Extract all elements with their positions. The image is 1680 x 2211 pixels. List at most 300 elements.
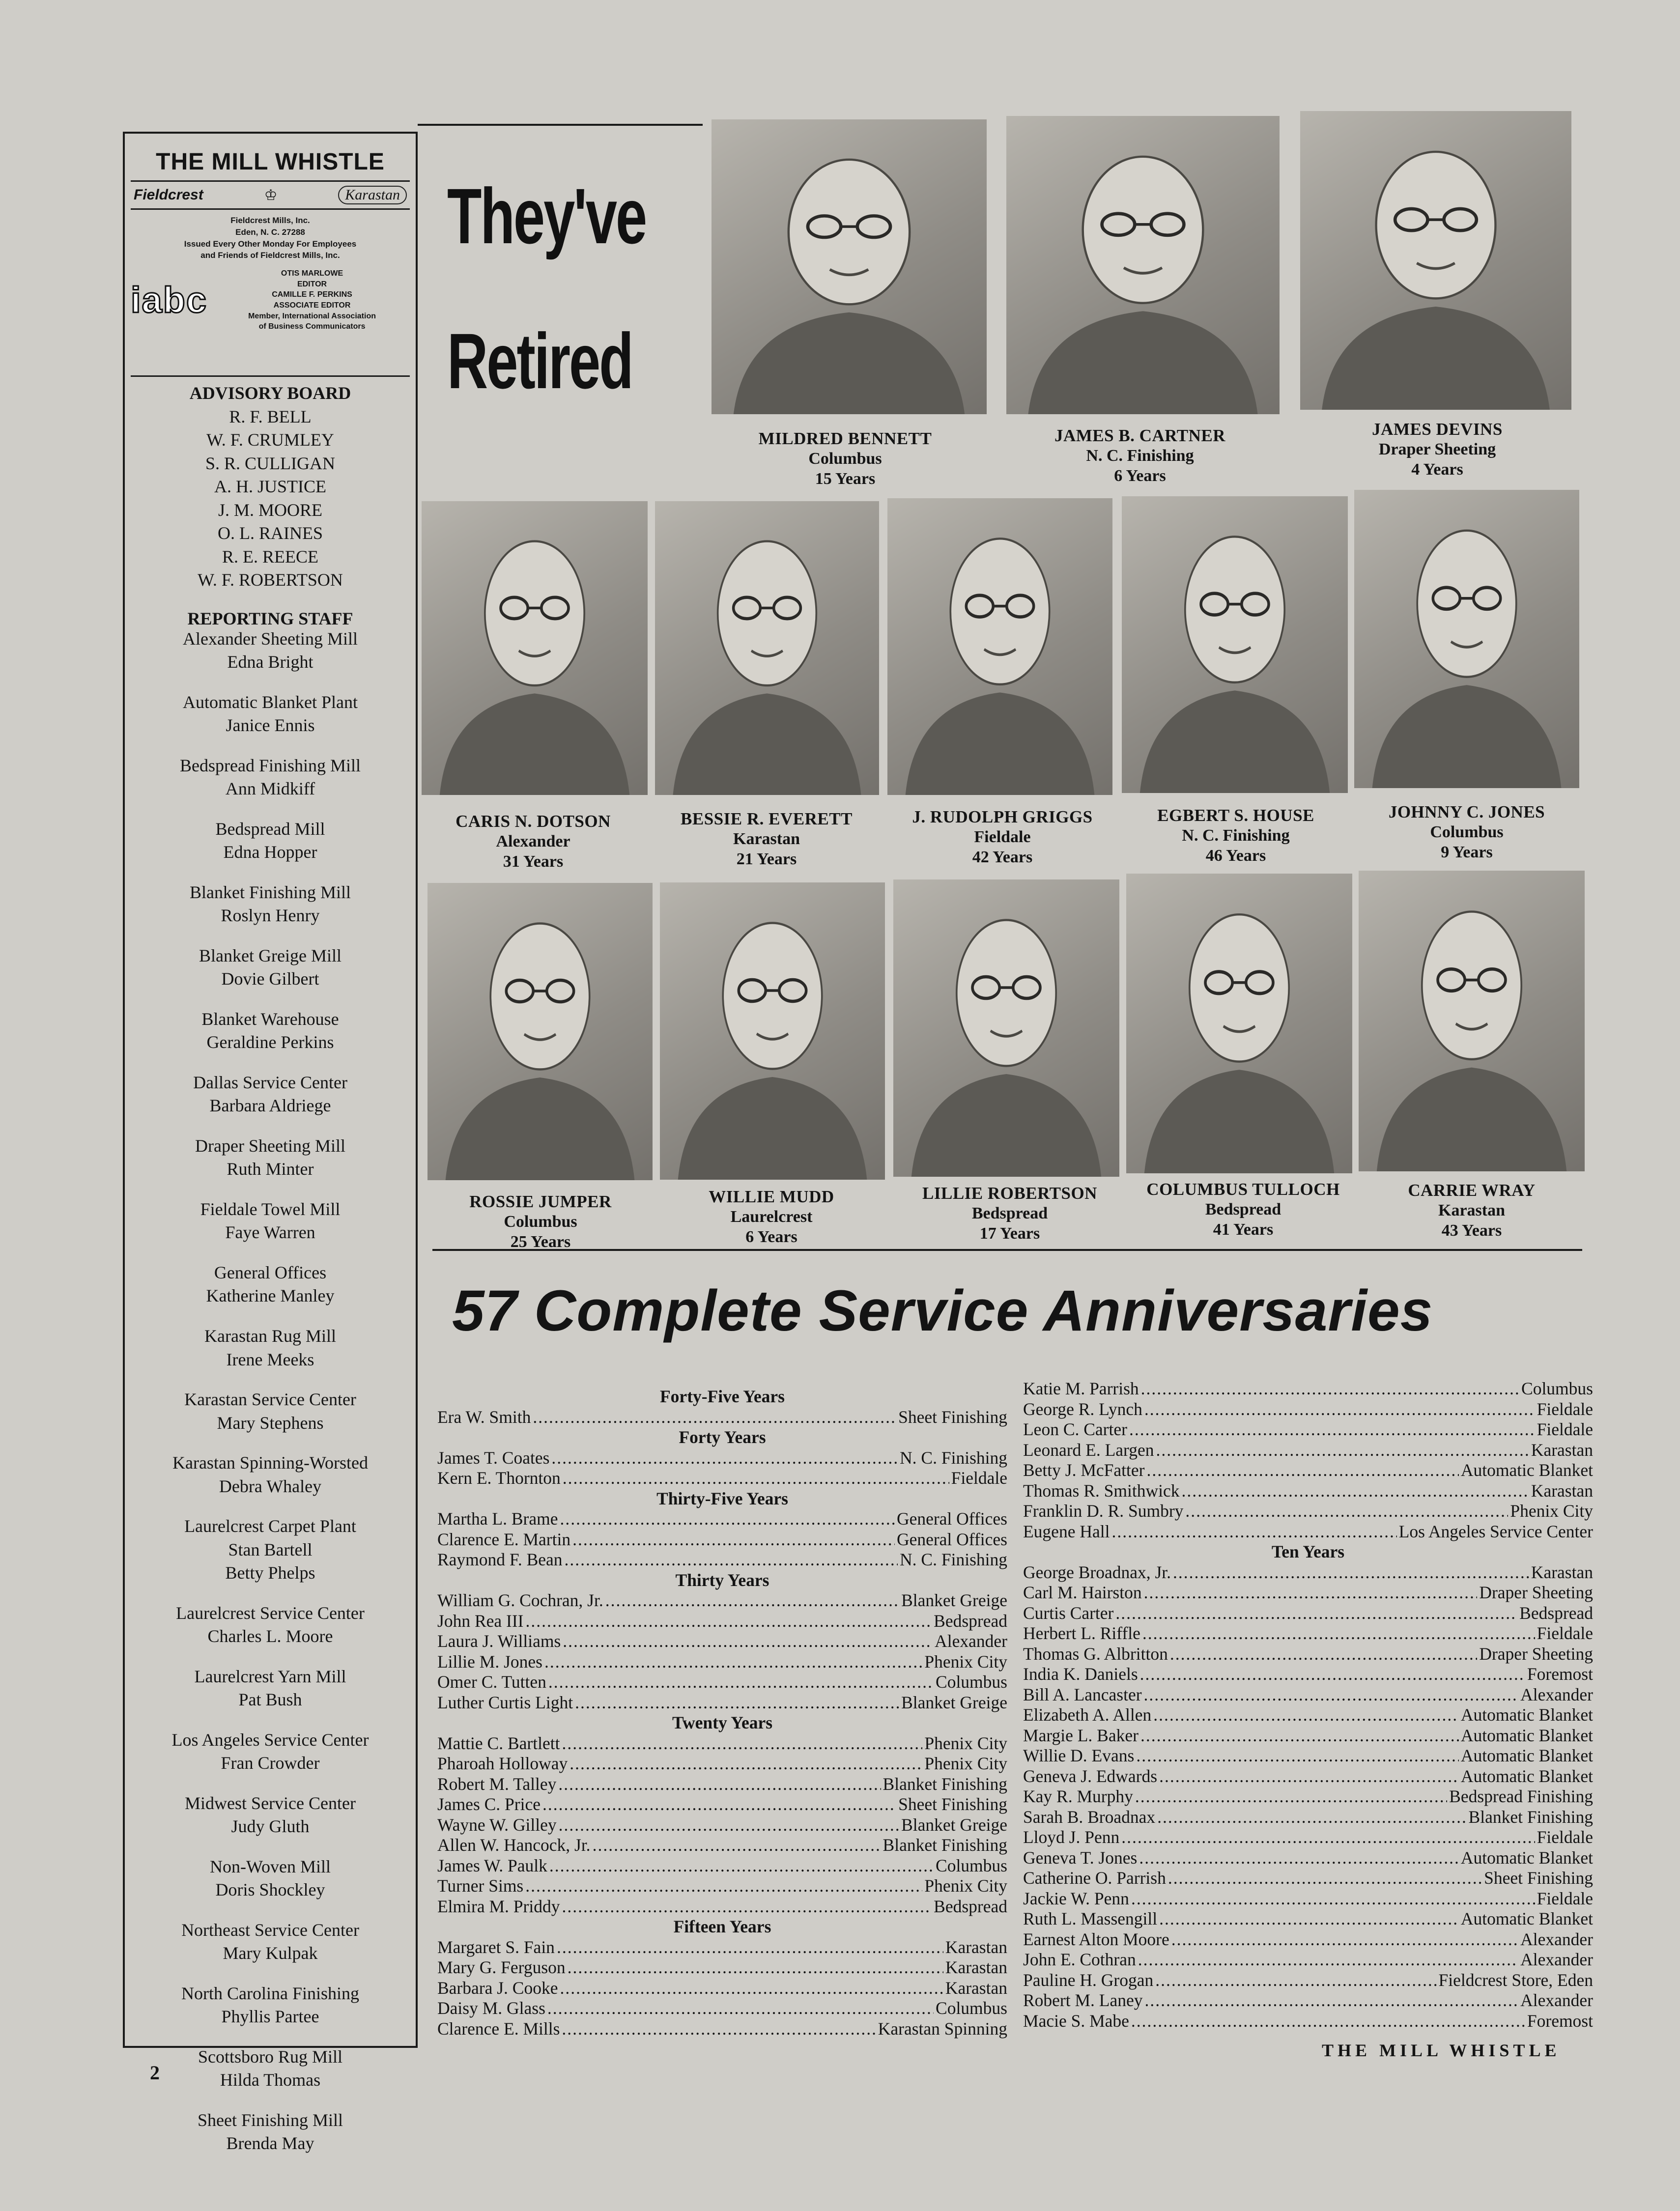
anniversary-place: Karastan: [945, 1937, 1007, 1957]
anniversary-name: Thomas R. Smithwick: [1023, 1480, 1180, 1501]
anniversary-name: Raymond F. Bean: [437, 1550, 563, 1569]
publisher-info: Fieldcrest Mills, Inc. Eden, N. C. 27288 Issued Every Other Monday For Employees and Friends of Fieldcrest Mills, Inc.: [184, 216, 357, 260]
staff-reporter: Fran Crowder: [221, 1753, 320, 1773]
staff-unit: Non-Woven Mill: [209, 1856, 331, 1876]
anniversary-place: Columbus: [936, 1855, 1007, 1875]
anniversary-name: Leon C. Carter: [1023, 1419, 1127, 1439]
retiree-unit: Columbus: [1430, 823, 1504, 841]
leader-dots: [1185, 1501, 1508, 1522]
advisory-member: S. R. CULLIGAN: [205, 453, 335, 473]
anniversary-place: Karastan: [1531, 1440, 1593, 1460]
anniversary-place: Karastan: [945, 1978, 1007, 1998]
retiree-portrait: [1006, 116, 1280, 414]
anniversary-name: George R. Lynch: [1023, 1399, 1142, 1419]
anniversary-row: [1023, 1623, 1593, 1644]
leader-dots: [548, 1672, 934, 1693]
leader-dots: [562, 2019, 876, 2040]
anniversary-place: Columbus: [936, 1998, 1007, 2018]
staff-entry: [125, 1792, 416, 1839]
retiree-unit: N. C. Finishing: [1086, 447, 1194, 465]
anniversary-place: Karastan Spinning: [878, 2018, 1007, 2039]
retiree-years: 42 Years: [972, 848, 1033, 866]
retiree-unit: N. C. Finishing: [1182, 826, 1290, 845]
leader-dots: [563, 1631, 933, 1652]
staff-entry: [125, 1198, 416, 1245]
portrait-silhouette: [1300, 111, 1571, 410]
anniversary-row: [437, 1835, 1007, 1856]
leader-dots: [1121, 1827, 1535, 1848]
anniversary-place: General Offices: [896, 1509, 1007, 1529]
retiree-unit: Columbus: [808, 450, 882, 468]
leader-dots: [593, 1835, 881, 1856]
retiree-years: 41 Years: [1213, 1220, 1274, 1239]
retiree-name: LILLIE ROBERTSON: [922, 1184, 1097, 1203]
portrait-silhouette: [660, 882, 885, 1180]
headline-rule: [418, 124, 703, 126]
staff-reporter: Stan Bartell: [228, 1539, 313, 1559]
anniversary-place: Columbus: [1521, 1379, 1593, 1398]
staff-unit: Blanket Warehouse: [201, 1009, 339, 1029]
retiree-unit: Karastan: [1438, 1201, 1505, 1219]
anniversary-name: Margie L. Baker: [1023, 1725, 1139, 1745]
staff-entry: [125, 1729, 416, 1775]
anniversary-row: [1023, 1583, 1593, 1603]
staff-entry: [125, 818, 416, 864]
staff-unit: Blanket Greige Mill: [199, 945, 342, 965]
anniversary-place: Automatic Blanket: [1460, 1766, 1593, 1786]
anniversary-name: Franklin D. R. Sumbry: [1023, 1501, 1184, 1521]
retiree-unit: Karastan: [733, 830, 800, 848]
anniversary-name: William G. Cochran, Jr.: [437, 1590, 603, 1610]
anniversary-name: James C. Price: [437, 1794, 541, 1814]
staff-entry: [125, 627, 416, 674]
retiree-unit: Fieldale: [974, 828, 1031, 846]
anniversary-name: Lloyd J. Penn: [1023, 1827, 1120, 1847]
anniversary-name: Kern E. Thornton: [437, 1468, 561, 1488]
staff-entry: [125, 1071, 416, 1118]
anniversary-place: Draper Sheeting: [1479, 1644, 1593, 1664]
leader-dots: [1145, 1990, 1519, 2011]
leader-dots: [542, 1794, 896, 1815]
publication-title: THE MILL WHISTLE: [156, 149, 385, 175]
anniversary-place: Automatic Blanket: [1460, 1847, 1593, 1868]
leader-dots: [1153, 1705, 1459, 1726]
anniversary-row: [1023, 1889, 1593, 1909]
leader-dots: [1144, 1399, 1535, 1420]
anniversary-row: [437, 1876, 1007, 1897]
retiree-portrait: [887, 498, 1112, 795]
anniversary-heading: Ten Years: [1271, 1542, 1345, 1561]
anniversary-place: Blanket Greige: [901, 1692, 1007, 1712]
anniversary-place: Draper Sheeting: [1479, 1583, 1593, 1602]
retiree-portrait: [1122, 496, 1348, 793]
anniversary-name: Clarence E. Mills: [437, 2018, 560, 2039]
anniversary-place: Bedspread: [1519, 1603, 1593, 1623]
staff-reporter: Janice Ennis: [226, 715, 315, 736]
staff-reporter: Ruth Minter: [227, 1159, 314, 1179]
anniversary-row: [437, 1978, 1007, 1999]
footer-title: THE MILL WHISTLE: [1322, 2041, 1561, 2060]
leader-dots: [1115, 1603, 1517, 1624]
staff-unit: Karastan Service Center: [184, 1389, 356, 1410]
anniversary-row: [1023, 1726, 1593, 1746]
leader-dots: [557, 1937, 943, 1958]
portrait-silhouette: [1354, 490, 1579, 788]
portrait-silhouette: [655, 501, 879, 795]
staff-reporter: Faye Warren: [225, 1222, 315, 1243]
staff-entry: [125, 1325, 416, 1371]
headline-line-2: Retired: [447, 317, 632, 405]
retiree-portrait: [1359, 871, 1585, 1171]
anniversary-heading: Forty-Five Years: [660, 1387, 785, 1406]
retiree-portrait: [1354, 490, 1579, 788]
leader-dots: [1168, 1868, 1482, 1889]
retiree-years: 6 Years: [745, 1227, 797, 1246]
anniversary-row: [1023, 1419, 1593, 1440]
leader-dots: [1156, 1440, 1529, 1461]
staff-reporter: Roslyn Henry: [221, 906, 320, 926]
staff-unit: Los Angeles Service Center: [171, 1729, 369, 1750]
retiree-unit: Bedspread: [971, 1204, 1048, 1222]
retiree-name: MILDRED BENNETT: [758, 429, 932, 448]
staff-unit: Scottsboro Rug Mill: [198, 2046, 343, 2067]
retiree-caption: [644, 1187, 899, 1247]
anniversary-name: Elizabeth A. Allen: [1023, 1705, 1152, 1725]
anniversary-name: Geneva J. Edwards: [1023, 1766, 1158, 1786]
anniversary-place: Bedspread: [934, 1611, 1007, 1631]
anniversary-name: Turner Sims: [437, 1876, 524, 1896]
anniversary-row: [437, 1509, 1007, 1530]
anniversary-place: Alexander: [1520, 1950, 1593, 1969]
anniversary-name: Martha L. Brame: [437, 1509, 558, 1529]
staff-entry: [125, 754, 416, 801]
anniversary-row: [1023, 1440, 1593, 1461]
anniversary-row: [1023, 1399, 1593, 1420]
staff-reporter: Ann Midkiff: [225, 779, 315, 799]
anniversary-place: Sheet Finishing: [898, 1407, 1007, 1427]
portrait-silhouette: [893, 879, 1119, 1177]
staff-entry: [125, 1665, 416, 1712]
leader-dots: [562, 1733, 922, 1754]
anniversary-row: [1023, 1664, 1593, 1685]
leader-dots: [1146, 1460, 1458, 1481]
anniversary-place: Sheet Finishing: [898, 1794, 1007, 1814]
staff-reporter: Doris Shockley: [215, 1880, 325, 1900]
leader-dots: [1111, 1522, 1396, 1542]
anniversary-name: Mattie C. Bartlett: [437, 1733, 560, 1753]
staff-entry: [125, 2045, 416, 2092]
staff-entry: [125, 1388, 416, 1435]
page-number: 2: [150, 2062, 160, 2084]
anniversary-row: [437, 1794, 1007, 1815]
retiree-name: J. RUDOLPH GRIGGS: [912, 807, 1093, 826]
anniversary-name: Eugene Hall: [1023, 1521, 1110, 1541]
staff-reporter: Irene Meeks: [226, 1349, 314, 1369]
staff-unit: Northeast Service Center: [181, 1920, 359, 1940]
leader-dots: [605, 1590, 899, 1611]
brand-strip: [131, 180, 410, 210]
anniversary-place: Phenix City: [1510, 1501, 1593, 1521]
anniversary-name: Geneva T. Jones: [1023, 1847, 1138, 1868]
anniversary-row: [437, 1897, 1007, 1917]
anniversary-place: Automatic Blanket: [1460, 1725, 1593, 1745]
anniversary-place: Bedspread: [934, 1896, 1007, 1916]
anniversary-row: [1023, 1807, 1593, 1828]
retiree-name: EGBERT S. HOUSE: [1157, 806, 1314, 825]
anniversary-row: [437, 1652, 1007, 1672]
anniversary-name: Laura J. Williams: [437, 1631, 561, 1651]
anniversary-heading: Forty Years: [679, 1427, 766, 1447]
leader-dots: [547, 1998, 934, 2019]
anniversary-row: [437, 1754, 1007, 1774]
anniversary-place: Los Angeles Service Center: [1398, 1521, 1593, 1541]
retiree-caption: [1297, 419, 1577, 480]
anniversary-place: Blanket Finishing: [883, 1774, 1007, 1794]
anniversary-row: [1023, 1786, 1593, 1807]
retiree-name: JAMES B. CARTNER: [1054, 426, 1226, 445]
leader-dots: [1144, 1583, 1478, 1603]
leader-dots: [1144, 1685, 1519, 1705]
portrait-silhouette: [1126, 874, 1352, 1173]
anniversary-heading: Fifteen Years: [673, 1917, 771, 1936]
anniversary-row: [1023, 1644, 1593, 1665]
staff-unit: Automatic Blanket Plant: [183, 692, 358, 712]
anniversary-name: Lillie M. Jones: [437, 1651, 542, 1672]
anniversary-name: Betty J. McFatter: [1023, 1460, 1145, 1480]
anniversary-name: John Rea III: [437, 1611, 524, 1631]
staff-reporter: Pat Bush: [238, 1690, 302, 1710]
anniversary-name: George Broadnax, Jr.: [1023, 1562, 1171, 1582]
anniversary-row: [1023, 1929, 1593, 1950]
anniversary-place: Phenix City: [924, 1651, 1007, 1672]
retiree-caption: [403, 811, 663, 872]
anniversary-row: [437, 1815, 1007, 1836]
retiree-caption: [1341, 1180, 1602, 1241]
anniversary-place: Fieldale: [951, 1468, 1007, 1488]
retiree-years: 31 Years: [503, 852, 564, 871]
retiree-caption: [1106, 1179, 1381, 1240]
retiree-portrait: [427, 883, 653, 1180]
leader-dots: [562, 1897, 932, 1917]
anniversary-row: [1023, 1522, 1593, 1542]
anniversary-name: Ruth L. Massengill: [1023, 1909, 1158, 1928]
anniversary-name: Wayne W. Gilley: [437, 1814, 557, 1835]
staff-entry: [125, 944, 416, 991]
anniversary-row: [1023, 1746, 1593, 1766]
anniversary-name: Herbert L. Riffle: [1023, 1623, 1140, 1643]
anniversary-place: Blanket Greige: [901, 1814, 1007, 1835]
anniversary-place: General Offices: [896, 1529, 1007, 1549]
retiree-years: 17 Years: [979, 1224, 1040, 1243]
leader-dots: [1171, 1929, 1518, 1950]
retiree-years: 46 Years: [1205, 846, 1266, 865]
anniversary-row: [437, 1693, 1007, 1713]
anniversary-place: Sheet Finishing: [1484, 1868, 1593, 1888]
anniversary-row: [1023, 2011, 1593, 2032]
leader-dots: [558, 1774, 881, 1795]
anniversary-row: [437, 1530, 1007, 1550]
anniversary-name: Robert M. Laney: [1023, 1990, 1143, 2010]
staff-reporter: Judy Gluth: [231, 1816, 310, 1837]
anniversary-name: James W. Paulk: [437, 1855, 547, 1875]
anniversary-row: [1023, 1460, 1593, 1481]
anniversary-row: [1023, 1950, 1593, 1970]
anniversary-row: [437, 1590, 1007, 1611]
leader-dots: [1140, 1726, 1459, 1746]
anniversary-row: [1023, 1868, 1593, 1889]
anniversary-place: Alexander: [935, 1631, 1007, 1651]
leader-dots: [1142, 1623, 1535, 1644]
leader-dots: [1159, 1909, 1459, 1929]
staff-unit: Fieldale Towel Mill: [200, 1199, 341, 1219]
anniversary-place: Blanket Greige: [901, 1590, 1007, 1610]
anniversary-name: Allen W. Hancock, Jr.: [437, 1835, 591, 1855]
karastan-logo: Karastan: [338, 186, 407, 204]
staff-unit: Alexander Sheeting Mill: [183, 628, 358, 649]
advisory-member: W. F. CRUMLEY: [206, 430, 334, 450]
anniversary-name: Clarence E. Martin: [437, 1529, 571, 1549]
anniversary-name: Pauline H. Grogan: [1023, 1970, 1154, 1990]
retiree-caption: [1106, 805, 1366, 866]
anniversary-place: Automatic Blanket: [1460, 1909, 1593, 1928]
anniversary-row: [437, 1957, 1007, 1978]
anniversary-name: Barbara J. Cooke: [437, 1978, 558, 1998]
leader-dots: [569, 1754, 922, 1774]
iabc-logo: iabc: [131, 279, 208, 320]
anniversary-place: Fieldale: [1537, 1419, 1593, 1439]
retiree-unit: Bedspread: [1205, 1200, 1281, 1219]
anniversary-place: Alexander: [1520, 1929, 1593, 1949]
leader-dots: [1136, 1746, 1459, 1766]
staff-entry: [125, 1134, 416, 1181]
anniversary-row: [1023, 1685, 1593, 1705]
anniversary-row: [1023, 1766, 1593, 1787]
anniversary-place: Karastan: [1531, 1562, 1593, 1582]
retiree-years: 6 Years: [1114, 466, 1166, 485]
staff-reporter: Betty Phelps: [225, 1563, 315, 1583]
editor-name: OTIS MARLOWE: [281, 269, 343, 278]
retiree-caption: [1002, 425, 1278, 486]
anniversary-row: [437, 1774, 1007, 1795]
anniversary-row: [437, 1468, 1007, 1489]
retiree-portrait: [893, 879, 1119, 1177]
anniversary-name: John E. Cothran: [1023, 1950, 1136, 1969]
staff-reporter: Katherine Manley: [206, 1286, 335, 1306]
anniversary-name: Luther Curtis Light: [437, 1692, 573, 1712]
masthead-box: [123, 132, 418, 2154]
anniversary-row: [437, 1448, 1007, 1469]
staff-unit: Midwest Service Center: [185, 1793, 356, 1813]
retiree-name: JAMES DEVINS: [1372, 420, 1503, 439]
leader-dots: [565, 1550, 898, 1570]
staff-reporter: Barbara Aldriege: [209, 1096, 331, 1116]
anniversary-row: [1023, 1705, 1593, 1726]
anniversary-heading: Thirty Years: [675, 1570, 769, 1590]
leader-dots: [549, 1856, 934, 1876]
leader-dots: [1159, 1766, 1459, 1787]
staff-entry: [125, 1855, 416, 1902]
anniversary-place: N. C. Finishing: [900, 1550, 1007, 1569]
anniversary-row: [1023, 1848, 1593, 1869]
advisory-member: J. M. MOORE: [218, 500, 323, 520]
portrait-silhouette: [1122, 496, 1348, 793]
staff-reporter: Edna Bright: [227, 652, 313, 672]
staff-unit: Blanket Finishing Mill: [189, 882, 351, 902]
staff-unit: Dallas Service Center: [193, 1072, 347, 1092]
anniversary-row: [1023, 1501, 1593, 1522]
anniversary-name: Elmira M. Priddy: [437, 1896, 560, 1916]
associate-editor-name: CAMILLE F. PERKINS: [272, 290, 352, 299]
anniversary-row: [437, 1672, 1007, 1693]
anniversary-name: Leonard E. Largen: [1023, 1440, 1154, 1460]
staff-entry: [125, 2109, 416, 2155]
anniversary-place: Alexander: [1520, 1684, 1593, 1704]
leader-dots: [1131, 2011, 1525, 2032]
anniversary-place: Foremost: [1527, 1664, 1593, 1684]
retiree-caption: [708, 428, 983, 489]
staff-reporter: Mary Stephens: [217, 1413, 324, 1433]
leader-dots: [1140, 1664, 1525, 1685]
anniversary-name: Daisy M. Glass: [437, 1998, 545, 2018]
portrait-silhouette: [427, 883, 653, 1180]
anniversary-place: Karastan: [1531, 1480, 1593, 1501]
anniversary-name: Kay R. Murphy: [1023, 1786, 1133, 1806]
anniversary-name: Earnest Alton Moore: [1023, 1929, 1169, 1949]
anniversary-place: Automatic Blanket: [1460, 1705, 1593, 1725]
leader-dots: [551, 1448, 898, 1469]
advisory-member: R. F. BELL: [229, 406, 312, 426]
anniversary-place: Columbus: [936, 1672, 1007, 1692]
anniversary-column-left: [437, 1387, 1007, 2039]
anniversary-name: Margaret S. Fain: [437, 1937, 555, 1957]
retiree-caption: [639, 809, 894, 870]
retiree-caption: [413, 1191, 668, 1252]
anniversary-row: [437, 1937, 1007, 1958]
anniversary-place: Fieldale: [1537, 1827, 1593, 1847]
leader-dots: [560, 1509, 894, 1530]
advisory-board-list: [125, 405, 416, 592]
leader-dots: [1141, 1379, 1519, 1399]
headline-line-1: They've: [447, 172, 646, 260]
retiree-portrait: [1300, 111, 1571, 410]
leader-dots: [1129, 1419, 1535, 1440]
anniversary-name: Willie D. Evans: [1023, 1746, 1135, 1765]
anniversary-row: [437, 2019, 1007, 2040]
leader-dots: [563, 1468, 949, 1489]
reporting-staff-title: REPORTING STAFF: [187, 608, 353, 628]
retiree-caption: [880, 1183, 1140, 1244]
staff-reporter: Hilda Thomas: [220, 2070, 321, 2090]
staff-unit: Laurelcrest Yarn Mill: [194, 1666, 346, 1686]
staff-entry: [125, 1982, 416, 2029]
leader-dots: [572, 1530, 895, 1550]
anniversary-place: Alexander: [1520, 1990, 1593, 2010]
retiree-caption: [1341, 802, 1592, 863]
staff-entry: [125, 881, 416, 928]
staff-unit: General Offices: [214, 1262, 327, 1282]
leader-dots: [544, 1652, 922, 1672]
anniversary-place: Fieldale: [1537, 1399, 1593, 1419]
staff-unit: Draper Sheeting Mill: [195, 1135, 345, 1156]
anniversary-place: Phenix City: [924, 1876, 1007, 1896]
anniversary-row: [1023, 1909, 1593, 1929]
anniversary-name: Katie M. Parrish: [1023, 1379, 1139, 1398]
anniversary-name: Era W. Smith: [437, 1407, 531, 1427]
staff-reporter: Edna Hopper: [223, 842, 317, 862]
leader-dots: [560, 1978, 943, 1999]
anniversary-name: Mary G. Ferguson: [437, 1957, 566, 1977]
retiree-years: 21 Years: [736, 850, 797, 868]
